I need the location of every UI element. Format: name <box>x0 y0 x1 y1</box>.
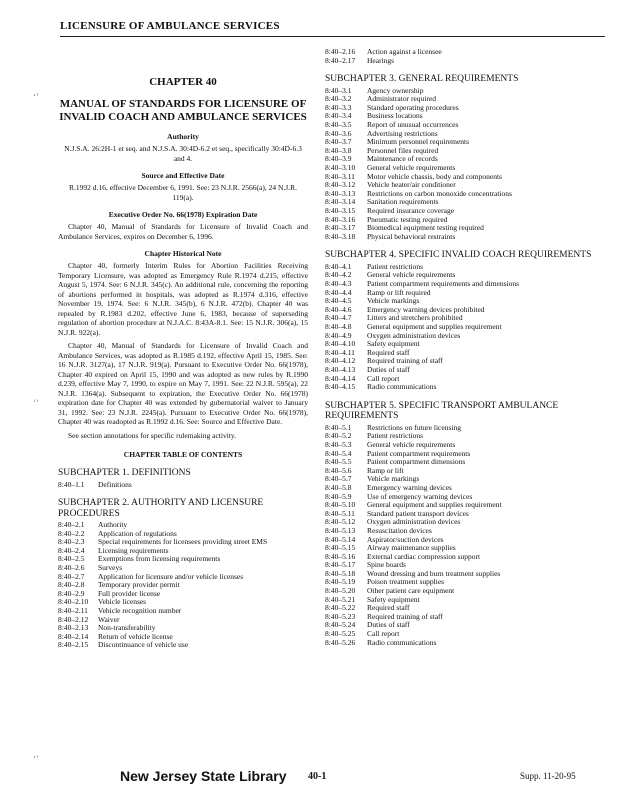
toc-entry <box>58 633 308 642</box>
toc-entry-number: 8:40–5.10 <box>325 500 356 510</box>
toc-entry-title: Biomedical equipment testing required <box>367 224 484 233</box>
toc-entry-number: 8:40–5.23 <box>325 611 356 621</box>
toc-entry-title: Standard patient transport devices <box>367 509 469 518</box>
toc-entry <box>325 570 607 579</box>
toc-entry-title: Patient restrictions <box>367 262 424 271</box>
toc-entry <box>58 564 308 573</box>
toc-entry-title: General vehicle requirements <box>367 440 456 449</box>
toc-entry-title: Safety equipment <box>367 340 420 349</box>
page-number: 40-1 <box>308 771 327 782</box>
toc-entry-title: Pneumatic testing required <box>367 215 448 224</box>
toc-entry <box>58 573 308 582</box>
toc-entry <box>325 467 607 476</box>
history-paragraph-3: See section annotations for specific rulemaking activity. <box>68 430 237 440</box>
toc-entry <box>325 349 607 358</box>
toc-entry-title: Aspirator/suction devices <box>367 535 444 544</box>
source-heading: Source and Effective Date <box>141 171 225 180</box>
toc-entry-number: 8:40–2.16 <box>325 47 356 56</box>
chapter-title: MANUAL OF STANDARDS FOR LICENSURE OF INVALID COACH AND AMBULANCE SERVICES <box>59 98 307 123</box>
toc-entry <box>325 306 607 315</box>
toc-entry-number: 8:40–3.10 <box>325 163 356 173</box>
toc-entry-number: 8:40–5.5 <box>325 457 352 467</box>
toc-entry <box>325 621 607 630</box>
toc-entry <box>325 87 607 96</box>
toc-entry-title: Standard operating procedures <box>367 103 459 112</box>
toc-entry-title: Resuscitation devices <box>367 526 432 535</box>
history-paragraph-2: Chapter 40, Manual of Standards for Licensure of Invalid Coach and Ambulance Services, was adopted as R.1985 d.192, effective April 15, 1985. See: 16 N.J.R. 3127(a), 17 N.J.R. 919(a). Pursuant to Executive Order No. 66(1978), Chapter 40 expired on April 15, 1990 and was adopted as new rules by R.1990 d.239, effective May 7, 1990, to expire on May 7, 1991. See: 22 N.J.R. 595(a), 22 N.J.R. 1364(a). Subsequent to expiration, the Executive Order No. 66(1978) expiration date for Chapter 40 was extended by gubernatorial waiver to January 31, 1992. See: 23 N.J.R. 2245(a). Pursuant to Executive Order No. 66(1978), Chapter 40 was readopted as R.1992 d.16. See: Source and Effective Date. <box>58 341 308 426</box>
toc-entry <box>325 561 607 570</box>
toc-entry-number: 8:40–3.6 <box>325 128 352 138</box>
toc-entry-title: Restrictions on carbon monoxide concentrations <box>367 189 512 198</box>
toc-entry-number: 8:40–5.3 <box>325 439 352 449</box>
toc-entry-number: 8:40–4.10 <box>325 339 356 349</box>
source-text: R.1992 d.16, effective December 6, 1991. See: 23 N.J.R. 2566(a), 24 N.J.R. 119(a). <box>69 183 297 202</box>
toc-entry <box>325 383 607 392</box>
toc-entry-number: 8:40–2.12 <box>58 614 89 624</box>
toc-entry-number: 8:40–5.11 <box>325 508 355 518</box>
left-toc <box>58 468 308 650</box>
toc-entry <box>325 613 607 622</box>
toc-entry-number: 8:40–3.18 <box>325 231 356 241</box>
toc-entry-number: 8:40–3.16 <box>325 214 356 224</box>
toc-entry-title: Surveys <box>98 564 123 573</box>
toc-entry-title: Restrictions on future licensing <box>367 423 461 432</box>
toc-entry-title: Required insurance coverage <box>367 207 455 215</box>
toc-entry-title: Poison treatment supplies <box>367 578 445 587</box>
toc-entry-number: 8:40–5.8 <box>325 482 352 492</box>
toc-entry-number: 8:40–5.12 <box>325 517 356 527</box>
toc-entry-number: 8:40–1.1 <box>58 479 85 489</box>
toc-entry-title: Minimum personnel requirements <box>367 138 470 147</box>
toc-entry <box>58 616 308 625</box>
toc-entry-number: 8:40–2.6 <box>58 563 85 573</box>
toc-entry-number: 8:40–5.24 <box>325 620 356 630</box>
toc-entry-number: 8:40–5.26 <box>325 637 356 647</box>
toc-entry-number: 8:40–5.18 <box>325 568 356 578</box>
toc-entry-number: 8:40–3.9 <box>325 154 352 164</box>
toc-entry-title: Emergency warning devices prohibited <box>367 305 485 314</box>
toc-entry-title: Required staff <box>367 604 410 613</box>
toc-entry-number: 8:40–3.4 <box>325 111 352 121</box>
toc-entry-title: Use of emergency warning devices <box>367 492 473 501</box>
toc-entry-title: General vehicle requirements <box>367 164 456 173</box>
toc-entry-title: Required staff <box>367 348 410 357</box>
header-rule <box>60 36 605 37</box>
toc-entry <box>325 630 607 639</box>
toc-entry <box>58 547 308 556</box>
toc-entry-title: Radio communications <box>367 383 437 392</box>
toc-entry <box>325 518 607 527</box>
supplement-date: Supp. 11-20-95 <box>520 771 576 781</box>
toc-entry <box>325 57 607 66</box>
right-column <box>325 48 607 647</box>
toc-entry-number: 8:40–4.7 <box>325 313 352 323</box>
left-column <box>58 48 308 650</box>
toc-entry-number: 8:40–5.14 <box>325 534 356 544</box>
toc-entry-title: Full provider license <box>98 589 161 598</box>
toc-entry <box>325 544 607 553</box>
toc-entry-title: Emergency warning devices <box>367 483 452 492</box>
toc-entry-number: 8:40–3.11 <box>325 171 355 181</box>
toc-entry-title: Vehicle markings <box>367 297 420 306</box>
toc-entry-title: Vehicle heater/air conditioner <box>367 181 456 190</box>
toc-entry <box>325 441 607 450</box>
toc-entry <box>325 458 607 467</box>
toc-entry <box>325 95 607 104</box>
toc-entry <box>58 555 308 564</box>
toc-entry-number: 8:40–2.2 <box>58 528 85 538</box>
toc-entry-number: 8:40–5.2 <box>325 431 352 441</box>
toc-entry-title: Hearings <box>367 56 395 65</box>
toc-entry-number: 8:40–4.3 <box>325 279 352 289</box>
toc-entry-title: Duties of staff <box>367 366 410 374</box>
toc-entry-title: Required training of staff <box>367 612 443 621</box>
toc-entry-title: Maintenance of records <box>367 155 438 164</box>
toc-entry-number: 8:40–2.4 <box>58 545 85 555</box>
library-stamp: New Jersey State Library <box>120 768 287 784</box>
toc-entry-title: Oxygen administration devices <box>367 518 461 527</box>
toc-entry-number: 8:40–3.3 <box>325 102 352 112</box>
history-paragraph-1: Chapter 40, formerly Interim Rules for Abortion Facilities Receiving Temporary Licensure, was adopted as Emergency Rule R.1974 d.215, effective August 5, 1974. See: 6 N.J.R. 345(c). An additional rule, concerning the reporting of abortions performed in hospitals, was adopted as R.1974 d.316, effective November 19, 1974. See: 6 N.J.R. 345(b), 6 N.J.R. 472(b). Chapter 40 was repealed by R.1983 d.202, effective June 6, 1983, because of superseding regulation of abortion procedure at N.J.A.C. 8:43A-8.1. See: 15 N.J.R. 306(a), 15 N.J.R. 922(a). <box>58 261 308 337</box>
toc-entry-title: Personnel files required <box>367 146 439 155</box>
toc-entry-number: 8:40–5.21 <box>325 594 356 604</box>
toc-entry-number: 8:40–4.13 <box>325 365 356 374</box>
toc-entry-number: 8:40–4.5 <box>325 296 352 306</box>
toc-entry <box>325 280 607 289</box>
toc-entry-number: 8:40–3.2 <box>325 94 352 104</box>
toc-entry <box>325 323 607 332</box>
toc-entry <box>58 598 308 607</box>
toc-entry-number: 8:40–2.15 <box>58 640 89 650</box>
toc-entry-number: 8:40–5.22 <box>325 603 356 613</box>
toc-entry <box>325 587 607 596</box>
toc-entry-number: 8:40–2.17 <box>325 55 356 65</box>
toc-entry-title: Radio communications <box>367 638 437 647</box>
toc-entry-title: Required training of staff <box>367 357 443 366</box>
authority-heading: Authority <box>167 132 199 141</box>
toc-entry-title: Authority <box>98 521 128 530</box>
toc-entry-title: Call report <box>367 630 400 639</box>
toc-entry <box>325 104 607 113</box>
toc-entry-title: Application for licensure and/or vehicle licenses <box>98 572 244 581</box>
toc-entry-title: Physical behavioral restraints <box>367 232 456 241</box>
toc-entry-number: 8:40–3.1 <box>325 85 352 95</box>
toc-entry-number: 8:40–2.1 <box>58 520 85 530</box>
toc-entry-title: Oxygen administration devices <box>367 331 461 340</box>
toc-entry-number: 8:40–2.14 <box>58 631 89 641</box>
toc-entry-title: Definitions <box>98 480 132 489</box>
toc-entry <box>58 624 308 633</box>
toc-entry-number: 8:40–5.6 <box>325 465 352 475</box>
toc-entry-number: 8:40–4.9 <box>325 330 352 340</box>
toc-entry-number: 8:40–2.8 <box>58 580 85 590</box>
toc-entry-title: Vehicle recognition number <box>98 607 182 616</box>
toc-entry <box>325 173 607 182</box>
toc-entry-title: General equipment and supplies requirement <box>367 501 502 510</box>
toc-entry-number: 8:40–4.6 <box>325 304 352 314</box>
toc-entry <box>325 604 607 613</box>
toc-entry-title: Patient restrictions <box>367 432 424 441</box>
subchapter-heading: SUBCHAPTER 3. GENERAL REQUIREMENTS <box>325 74 519 85</box>
toc-entry-number: 8:40–2.13 <box>58 623 89 633</box>
toc-entry-title: Waiver <box>98 615 120 624</box>
toc-entry <box>325 155 607 164</box>
toc-entry-title: Other patient care equipment <box>367 587 455 596</box>
toc-entry-number: 8:40–5.13 <box>325 525 356 535</box>
toc-entry-title: Ramp or lift <box>367 466 404 475</box>
toc-entry <box>325 357 607 366</box>
toc-entry-title: Temporary provider permit <box>98 581 180 590</box>
toc-entry <box>58 530 308 539</box>
toc-entry <box>325 450 607 459</box>
toc-entry <box>325 366 607 375</box>
toc-entry <box>325 198 607 207</box>
toc-entry <box>325 164 607 173</box>
right-top-toc <box>325 48 607 65</box>
toc-entry-number: 8:40–2.5 <box>58 554 85 564</box>
subchapter-heading: SUBCHAPTER 2. AUTHORITY AND LICENSURE PROCEDURES <box>58 498 264 519</box>
toc-entry <box>325 271 607 280</box>
authority-text: N.J.S.A. 26:2H-1 et seq. and N.J.S.A. 30:4D-6.2 et seq., specifically 30:4D-6.3 and 4. <box>64 144 302 163</box>
toc-entry <box>325 484 607 493</box>
toc-entry-title: Advertising restrictions <box>367 129 438 138</box>
chapter-number: CHAPTER 40 <box>149 76 217 88</box>
toc-entry-title: Action against a licensee <box>367 48 442 56</box>
toc-entry-number: 8:40–5.16 <box>325 551 356 561</box>
toc-entry <box>58 590 308 599</box>
toc-entry-title: Special requirements for licensees providing street EMS <box>98 538 268 547</box>
toc-entry-title: Exemptions from licensing requirements <box>98 555 221 564</box>
toc-entry <box>325 596 607 605</box>
toc-entry-number: 8:40–5.20 <box>325 586 356 596</box>
toc-entry <box>325 375 607 384</box>
toc-entry-title: Non-transferability <box>98 624 156 633</box>
subchapter-heading: SUBCHAPTER 5. SPECIFIC TRANSPORT AMBULANCE REQUIREMENTS <box>325 400 559 422</box>
toc-entry-number: 8:40–5.15 <box>325 543 356 553</box>
toc-entry <box>325 190 607 199</box>
toc-entry <box>325 138 607 147</box>
toc-entry-number: 8:40–3.12 <box>325 180 356 190</box>
toc-entry-number: 8:40–3.5 <box>325 120 352 130</box>
toc-entry-number: 8:40–5.1 <box>325 422 352 432</box>
toc-entry-title: Vehicle licenses <box>98 598 147 607</box>
toc-entry <box>325 289 607 298</box>
toc-entry-number: 8:40–4.1 <box>325 261 352 271</box>
toc-entry-title: Safety equipment <box>367 595 420 604</box>
toc-entry-number: 8:40–5.19 <box>325 577 356 587</box>
toc-entry-number: 8:40–4.8 <box>325 322 352 332</box>
toc-entry <box>58 521 308 530</box>
toc-entry-number: 8:40–5.25 <box>325 629 356 639</box>
toc-entry-number: 8:40–3.8 <box>325 145 352 155</box>
toc-entry-number: 8:40–3.14 <box>325 197 356 207</box>
toc-entry <box>325 224 607 233</box>
toc-entry-number: 8:40–5.7 <box>325 474 352 484</box>
toc-entry-title: Wound dressing and burn treatment supplies <box>367 569 501 578</box>
right-toc <box>325 74 607 647</box>
toc-entry <box>325 297 607 306</box>
toc-entry-title: Licensing requirements <box>98 546 169 555</box>
toc-entry <box>325 314 607 323</box>
toc-entry-title: Sanitation requirements <box>367 198 439 207</box>
margin-mark-icon: ‘’ <box>33 92 39 102</box>
subchapter-heading: SUBCHAPTER 1. DEFINITIONS <box>58 468 191 478</box>
toc-entry-title: Business locations <box>367 112 423 121</box>
toc-entry-title: General equipment and supplies requirement <box>367 323 502 332</box>
toc-entry <box>325 510 607 519</box>
toc-entry-title: Litters and stretchers prohibited <box>367 314 463 323</box>
toc-entry-title: Spine boards <box>367 561 406 570</box>
toc-heading: CHAPTER TABLE OF CONTENTS <box>123 450 243 459</box>
toc-entry-title: Patient compartment requirements and dimensions <box>367 280 520 289</box>
toc-entry <box>325 578 607 587</box>
toc-entry-title: Duties of staff <box>367 621 410 630</box>
toc-entry <box>325 536 607 545</box>
toc-entry <box>325 493 607 502</box>
subchapter-heading: SUBCHAPTER 4. SPECIFIC INVALID COACH REQUIREMENTS <box>325 250 592 261</box>
toc-entry <box>325 130 607 139</box>
toc-entry-title: Ramp or lift required <box>367 288 431 297</box>
toc-entry-number: 8:40–3.15 <box>325 206 356 215</box>
toc-entry-number: 8:40–2.11 <box>58 606 88 616</box>
history-heading: Chapter Historical Note <box>144 249 222 258</box>
toc-entry <box>325 332 607 341</box>
toc-entry-number: 8:40–4.4 <box>325 287 352 297</box>
toc-entry-title: Report of unusual occurrences <box>367 121 459 130</box>
toc-entry <box>58 641 308 650</box>
toc-entry-number: 8:40–2.10 <box>58 597 89 607</box>
toc-entry <box>58 538 308 547</box>
toc-entry-number: 8:40–3.7 <box>325 137 352 147</box>
toc-entry-number: 8:40–2.3 <box>58 537 85 547</box>
toc-entry-title: Agency ownership <box>367 86 424 95</box>
toc-entry <box>325 424 607 433</box>
toc-entry <box>325 207 607 216</box>
expiration-text: Chapter 40, Manual of Standards for Licensure of Invalid Coach and Ambulance Services, expires on December 6, 1996. <box>58 222 308 241</box>
toc-entry <box>325 340 607 349</box>
toc-entry-title: Return of vehicle license <box>98 632 173 641</box>
toc-entry-title: Vehicle markings <box>367 475 420 484</box>
toc-entry-title: Motor vehicle chassis, body and components <box>367 172 502 181</box>
toc-entry-title: Patient compartment dimensions <box>367 458 466 467</box>
expiration-heading: Executive Order No. 66(1978) Expiration Date <box>108 210 258 219</box>
toc-entry-number: 8:40–4.15 <box>325 382 356 392</box>
margin-mark-icon: ‘’ <box>33 754 39 764</box>
toc-entry <box>325 147 607 156</box>
toc-entry <box>58 581 308 590</box>
toc-entry-number: 8:40–2.9 <box>58 588 85 598</box>
toc-entry-title: General vehicle requirements <box>367 271 456 280</box>
margin-mark-icon: ‘’ <box>33 398 39 408</box>
toc-entry <box>325 48 607 57</box>
toc-entry <box>325 501 607 510</box>
toc-entry-title: Call report <box>367 374 400 383</box>
toc-entry-number: 8:40–3.17 <box>325 223 356 233</box>
toc-entry <box>325 263 607 272</box>
toc-entry-title: External cardiac compression support <box>367 552 481 561</box>
toc-entry-title: Discontinuance of vehicle use <box>98 641 189 650</box>
toc-entry-number: 8:40–3.13 <box>325 188 356 198</box>
toc-entry <box>325 432 607 441</box>
page-footer <box>0 768 618 788</box>
running-header: LICENSURE OF AMBULANCE SERVICES <box>60 20 280 32</box>
toc-entry-title: Application of regulations <box>98 529 177 538</box>
toc-entry-number: 8:40–4.12 <box>325 356 356 366</box>
toc-entry-number: 8:40–4.14 <box>325 373 356 383</box>
toc-entry-title: Patient compartment requirements <box>367 449 471 458</box>
toc-entry-number: 8:40–4.2 <box>325 270 352 280</box>
toc-entry <box>325 527 607 536</box>
toc-entry <box>325 121 607 130</box>
toc-entry-number: 8:40–5.17 <box>325 560 356 570</box>
toc-entry-number: 8:40–5.9 <box>325 491 352 501</box>
toc-entry-number: 8:40–4.11 <box>325 347 355 357</box>
toc-entry <box>325 216 607 225</box>
toc-entry <box>325 553 607 562</box>
toc-entry <box>325 233 607 242</box>
toc-entry <box>325 639 607 648</box>
toc-entry-title: Airway maintenance supplies <box>367 544 456 553</box>
toc-entry <box>58 607 308 616</box>
toc-entry <box>325 475 607 484</box>
toc-entry-title: Administrator required <box>367 95 436 104</box>
toc-entry-number: 8:40–5.4 <box>325 448 352 458</box>
toc-entry <box>325 181 607 190</box>
toc-entry <box>58 481 308 490</box>
toc-entry <box>325 112 607 121</box>
toc-entry-number: 8:40–2.7 <box>58 571 85 581</box>
